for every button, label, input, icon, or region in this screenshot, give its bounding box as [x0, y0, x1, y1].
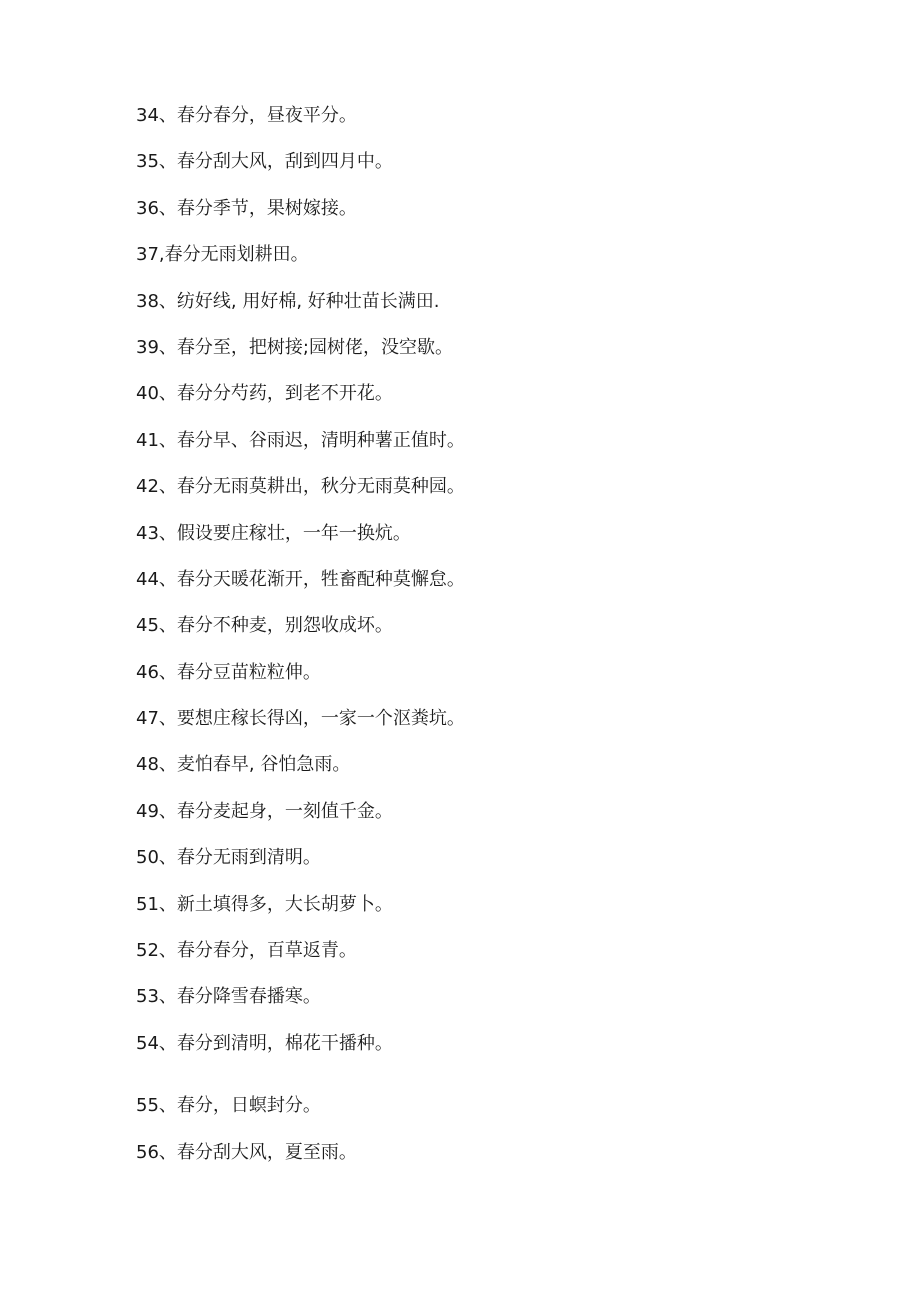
list-item: 48、麦怕春早, 谷怕急雨。 [136, 754, 351, 776]
list-item: 46、春分豆苗粒粒伸。 [136, 661, 321, 683]
list-item: 39、春分至，把树接;园树佬，没空歇。 [136, 336, 453, 358]
list-item: 35、春分刮大风，刮到四月中。 [136, 151, 393, 173]
list-item: 41、春分早、谷雨迟，清明种薯正值时。 [136, 429, 465, 451]
list-item: 37,春分无雨划耕田。 [136, 244, 309, 266]
list-item: 47、要想庄稼长得凶，一家一个沤粪坑。 [136, 708, 465, 730]
list-item: 34、春分春分，昼夜平分。 [136, 105, 357, 126]
list-item: 45、春分不种麦，别怨收成坏。 [136, 615, 393, 637]
list-item: 43、假设要庄稼壮，一年一换炕。 [136, 522, 411, 544]
list-item: 53、春分降雪春播寒。 [136, 986, 321, 1008]
list-item: 54、春分到清明，棉花干播种。 [136, 1032, 393, 1054]
list-item: 42、春分无雨莫耕出，秋分无雨莫种园。 [136, 476, 465, 498]
list-item: 50、春分无雨到清明。 [136, 847, 321, 869]
proverb-list [136, 98, 856, 1181]
list-item: 56、春分刮大风，夏至雨。 [136, 1141, 357, 1163]
list-item: 38、纺好线, 用好棉, 好种壮苗长满田. [136, 290, 440, 312]
list-item: 36、春分季节，果树嫁接。 [136, 197, 357, 219]
list-item: 40、春分分芍药，到老不开花。 [136, 383, 393, 405]
list-item: 52、春分春分，百草返青。 [136, 940, 357, 962]
list-item: 51、新土填得多，大长胡萝卜。 [136, 893, 393, 915]
list-item: 55、春分，日螟封分。 [136, 1095, 321, 1117]
list-item: 49、春分麦起身，一刻值千金。 [136, 800, 393, 822]
list-item: 44、春分天暖花渐开，牲畜配种莫懈怠。 [136, 568, 465, 590]
